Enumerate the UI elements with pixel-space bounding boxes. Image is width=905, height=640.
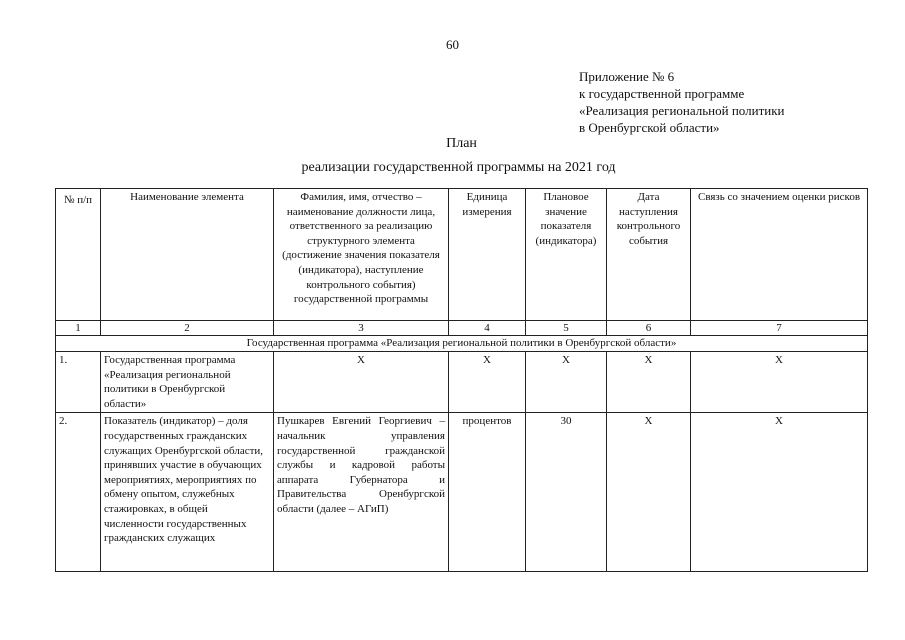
plan-value: 30: [526, 413, 607, 572]
header-cell: Фамилия, имя, отчество – наименование должности лица, ответственного за реализацию структурного элемента (достижение значения показателя (индикатора), наступление контрольного события) государственной программы: [274, 189, 449, 321]
table-row: [56, 413, 868, 572]
header-cell: Дата наступления контрольного события: [607, 189, 691, 321]
appendix-line: Приложение № 6: [579, 69, 675, 84]
row-number: 2.: [56, 413, 101, 572]
risk-link: Х: [691, 352, 868, 413]
event-date: Х: [607, 352, 691, 413]
column-number: 2: [101, 321, 274, 336]
element-name: Показатель (индикатор) – доля государственных гражданских служащих Оренбургской области, принявших участие в обучающих мероприятиях, мероприятиях по обмену опытом, служебных стажировках, в общей численности государственных гражданских служащих: [101, 413, 274, 572]
column-number: 7: [691, 321, 868, 336]
header-cell: Связь со значением оценки рисков: [691, 189, 868, 321]
column-number: 5: [526, 321, 607, 336]
page-number: 60: [446, 37, 459, 52]
responsible-person: Х: [274, 352, 449, 413]
column-number: 3: [274, 321, 449, 336]
row-number: 1.: [56, 352, 101, 413]
header-row: [56, 189, 868, 321]
title-line: План: [446, 136, 477, 151]
appendix-line: «Реализация региональной политики: [579, 103, 785, 118]
risk-link: Х: [691, 413, 868, 572]
document-title: [0, 134, 905, 178]
event-date: Х: [607, 413, 691, 572]
section-row: [56, 336, 868, 352]
unit: процентов: [449, 413, 526, 572]
column-number-row: [56, 321, 868, 336]
header-cell: Наименование элемента: [101, 189, 274, 321]
title-line: реализации государственной программы на 2021 год: [301, 160, 616, 175]
element-name: Государственная программа «Реализация региональной политики в Оренбургской области»: [101, 352, 274, 413]
column-number: 1: [56, 321, 101, 336]
plan-value: Х: [526, 352, 607, 413]
appendix-line: к государственной программе: [579, 86, 745, 101]
appendix-note: [579, 68, 785, 136]
unit: Х: [449, 352, 526, 413]
header-cell: № п/п: [56, 189, 101, 321]
header-cell: Плановое значение показателя (индикатора): [526, 189, 607, 321]
plan-table: [55, 188, 868, 572]
table-row: [56, 352, 868, 413]
column-number: 4: [449, 321, 526, 336]
appendix-line: в Оренбургской области»: [579, 120, 720, 135]
section-title: Государственная программа «Реализация региональной политики в Оренбургской области»: [56, 336, 868, 352]
header-cell: Единица измерения: [449, 189, 526, 321]
column-number: 6: [607, 321, 691, 336]
responsible-person: Пушкарев Евгений Георгиевич – начальник управления государственной гражданской службы и кадровой работы аппарата Губернатора и Правительства Оренбургской области (далее – АГиП): [274, 413, 449, 572]
